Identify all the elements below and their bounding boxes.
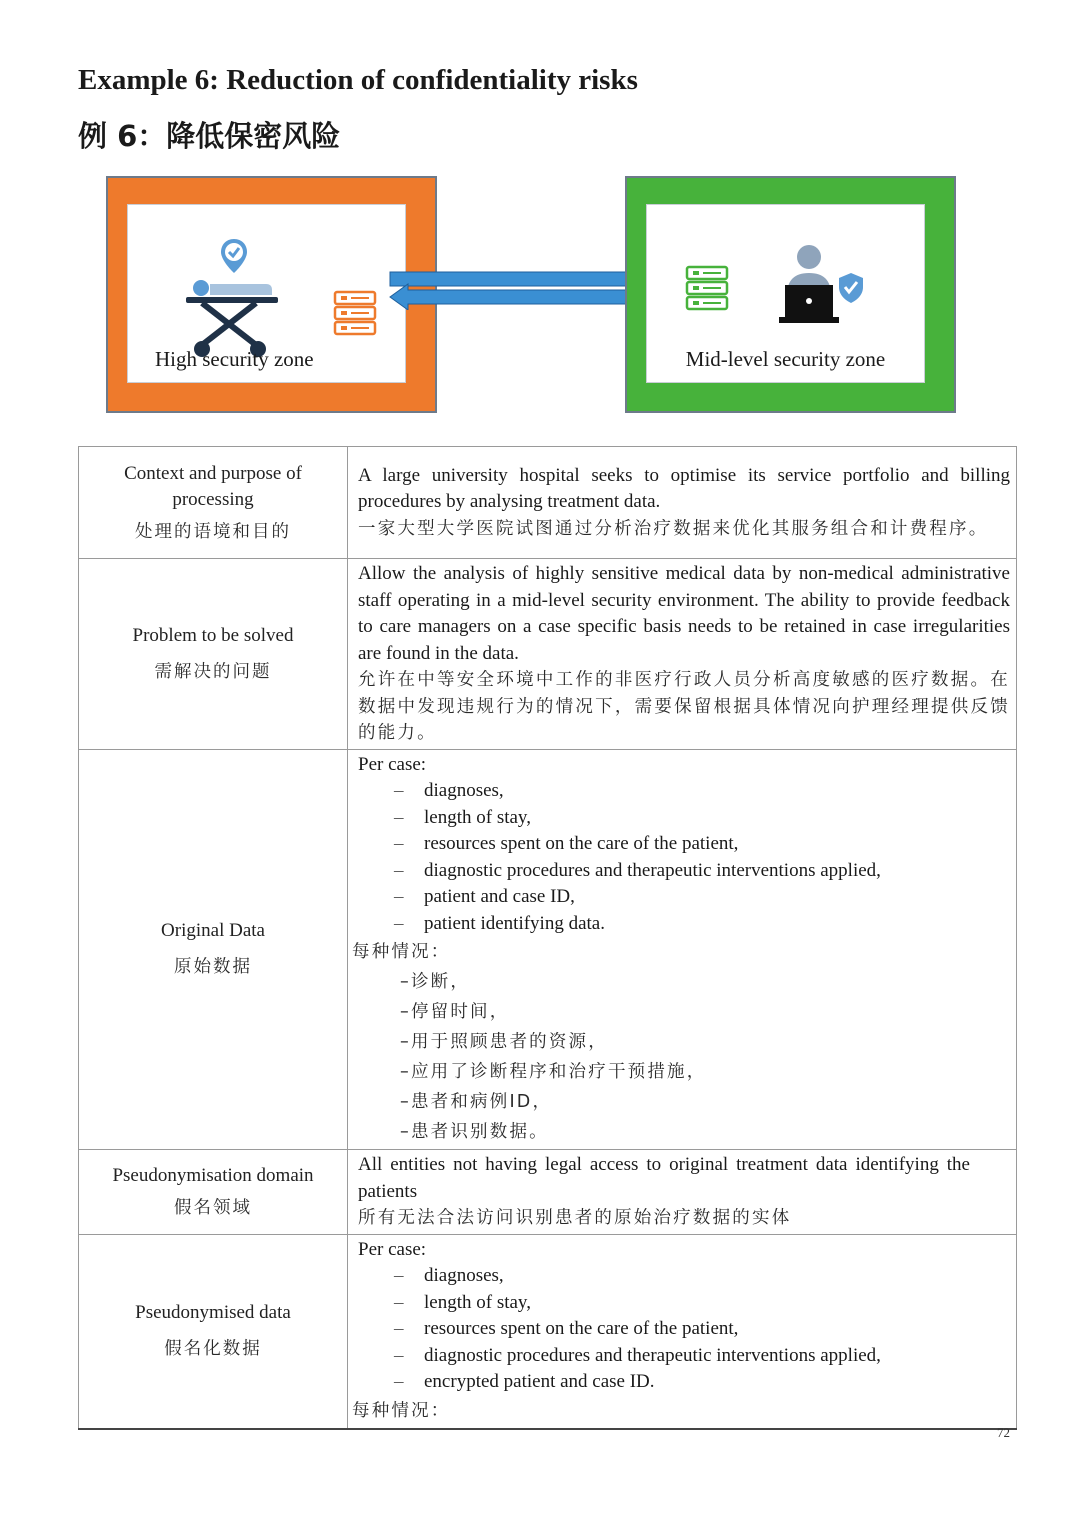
page-title-en: Example 6: Reduction of confidentiality risks bbox=[78, 64, 638, 96]
check-badge-icon bbox=[219, 237, 249, 277]
list-item: – diagnostic procedures and therapeutic interventions applied, bbox=[394, 858, 1010, 885]
context-label-cell bbox=[79, 447, 348, 559]
context-content-cell bbox=[348, 447, 1017, 559]
pseudonymised-data-label-cell bbox=[79, 1234, 348, 1429]
list-item: – diagnoses, bbox=[394, 778, 1010, 805]
pseudonymisation-domain-text-en: All entities not having legal access to original treatment data identifying the patients bbox=[358, 1154, 970, 1202]
original-items-en-list bbox=[358, 778, 1010, 937]
list-item: –诊断， bbox=[400, 972, 471, 992]
pseudonymised-intro-zh: 每种情况： bbox=[352, 1400, 451, 1421]
example-details-table bbox=[78, 446, 1017, 1430]
mid-level-security-zone-panel bbox=[646, 204, 925, 383]
list-item: – patient and case ID, bbox=[394, 884, 1010, 911]
list-item: – resources spent on the care of the patient, bbox=[394, 831, 1010, 858]
table-row bbox=[79, 559, 1017, 750]
table-row bbox=[79, 749, 1017, 1150]
table-row bbox=[79, 447, 1017, 559]
original-intro-en: Per case: bbox=[358, 753, 427, 775]
pseudonymised-data-content-cell bbox=[348, 1234, 1017, 1429]
list-item: – length of stay, bbox=[394, 1290, 1010, 1317]
list-item: – resources spent on the care of the patient, bbox=[394, 1316, 1010, 1343]
pseudonymisation-domain-text-zh: 所有无法合法访问识别患者的原始治疗数据的实体 bbox=[358, 1208, 792, 1228]
high-security-zone-label: High security zone bbox=[155, 347, 314, 371]
list-item: – patient identifying data. bbox=[394, 911, 1010, 938]
pseudonymisation-domain-content-cell bbox=[348, 1150, 1017, 1235]
table-row bbox=[79, 1234, 1017, 1429]
pseudonymisation-domain-label-en: Pseudonymisation domain bbox=[112, 1164, 314, 1186]
original-data-label-cell bbox=[79, 749, 348, 1150]
original-items-zh-list bbox=[352, 937, 1010, 1147]
context-label-zh: 处理的语境和目的 bbox=[135, 521, 291, 542]
original-data-label-zh: 原始数据 bbox=[174, 957, 252, 978]
list-item: – length of stay, bbox=[394, 805, 1010, 832]
problem-label-cell bbox=[79, 559, 348, 750]
problem-label-zh: 需解决的问题 bbox=[154, 661, 272, 682]
list-item: –患者和病例ID， bbox=[400, 1092, 553, 1112]
pseudonymised-data-label-en: Pseudonymised data bbox=[135, 1302, 291, 1323]
pseudonymised-items-en-list bbox=[358, 1263, 1010, 1396]
problem-content-cell bbox=[348, 559, 1017, 750]
original-intro-zh: 每种情况： bbox=[352, 942, 451, 962]
problem-text-zh: 允许在中等安全环境中工作的非医疗行政人员分析高度敏感的医疗数据。在数据中发现违规行为的情况下，需要保留根据具体情况向护理经理提供反馈的能力。 bbox=[358, 670, 1010, 743]
list-item: –患者识别数据。 bbox=[400, 1122, 549, 1142]
mid-level-security-zone bbox=[625, 176, 956, 413]
high-security-zone-panel bbox=[127, 204, 406, 383]
pseudonymised-intro-en: Per case: bbox=[358, 1238, 427, 1260]
problem-text-en: Allow the analysis of highly sensitive medical data by non-medical administrative staff operating in a mid-level security environment. The ability to provide feedback to care managers on a case specific basis needs to be retained in case irregularities are found in the data. bbox=[358, 563, 1010, 664]
server-icon bbox=[685, 265, 729, 311]
list-item: – diagnoses, bbox=[394, 1263, 1010, 1290]
context-text-en: A large university hospital seeks to optimise its service portfolio and billing procedures by analysing treatment data. bbox=[358, 464, 1010, 513]
problem-label-en: Problem to be solved bbox=[132, 624, 294, 646]
list-item: – encrypted patient and case ID. bbox=[394, 1369, 1010, 1396]
list-item: – diagnostic procedures and therapeutic interventions applied, bbox=[394, 1343, 1010, 1370]
page-title-zh: 例 6：降低保密风险 bbox=[78, 119, 341, 153]
mid-level-security-zone-label: Mid-level security zone bbox=[685, 347, 886, 371]
user-with-laptop-icon bbox=[779, 243, 839, 327]
page-number: 72 bbox=[997, 1425, 1010, 1440]
pseudonymisation-domain-label-cell bbox=[79, 1150, 348, 1235]
pseudonymisation-domain-label-zh: 假名领域 bbox=[174, 1197, 252, 1218]
table-row bbox=[79, 1150, 1017, 1235]
server-icon bbox=[333, 290, 377, 336]
context-text-zh: 一家大型大学医院试图通过分析治疗数据来优化其服务组合和计费程序。 bbox=[358, 518, 989, 539]
shield-check-icon bbox=[837, 272, 865, 304]
pseudonymised-data-label-zh: 假名化数据 bbox=[164, 1339, 262, 1359]
list-item: –应用了诊断程序和治疗干预措施， bbox=[400, 1062, 707, 1082]
list-item: –停留时间， bbox=[400, 1002, 510, 1022]
original-data-label-en: Original Data bbox=[161, 920, 265, 942]
pseudonymised-items-zh-list bbox=[352, 1396, 1010, 1426]
context-label-en: Context and purpose of processing bbox=[124, 462, 302, 510]
original-data-content-cell bbox=[348, 749, 1017, 1150]
list-item: –用于照顾患者的资源， bbox=[400, 1032, 608, 1052]
